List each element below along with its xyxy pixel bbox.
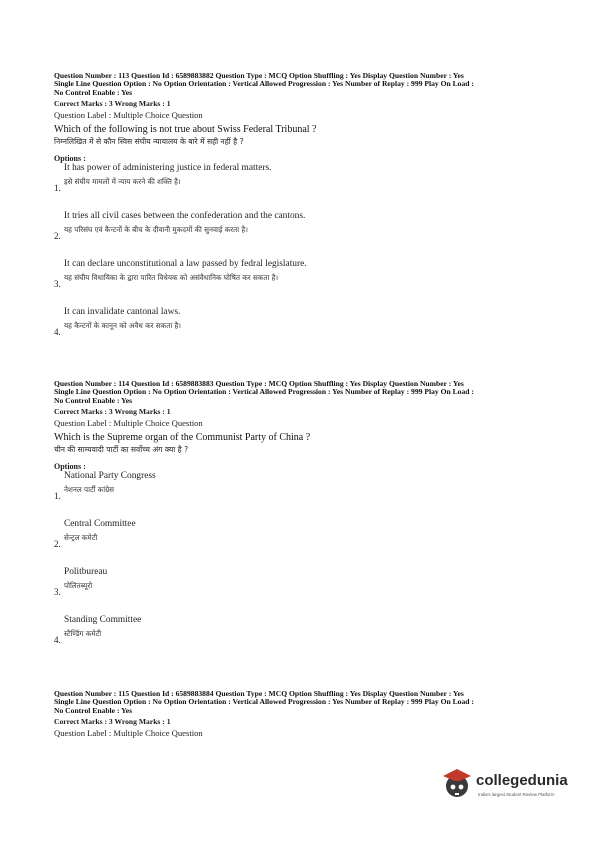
- option-number: 4.: [54, 327, 61, 338]
- option-3: [54, 259, 554, 307]
- option-number: 1.: [54, 491, 61, 502]
- collegedunia-logo: [440, 766, 568, 812]
- question-label: Question Label : Multiple Choice Question: [54, 418, 203, 429]
- option-3: [54, 567, 554, 615]
- question-text-en: Which of the following is not true about Swiss Federal Tribunal ?: [54, 124, 317, 136]
- option-text-en: It can declare unconstitutional a law passed by fedral legislature.: [64, 259, 307, 270]
- option-1: [54, 471, 554, 519]
- option-text-hi: इसे संघीय मामलों में न्याय करने की शक्ति है।: [64, 177, 181, 187]
- question-text-hi: चीन की साम्यवादी पार्टी का सर्वोच्च अंग क्या है ?: [54, 445, 189, 455]
- options-heading: Options :: [54, 462, 86, 472]
- option-2: [54, 211, 554, 259]
- option-number: 4.: [54, 635, 61, 646]
- option-text-hi: यह कैन्टनों के कानून को अवैध कर सकता है।: [64, 321, 182, 331]
- question-115: [54, 690, 554, 738]
- option-number: 2.: [54, 539, 61, 550]
- option-number: 3.: [54, 279, 61, 290]
- question-meta: Question Number : 115 Question Id : 6589883884 Question Type : MCQ Option Shuffling : Yes Display Question Number : Yes Single Line Question Option : No Option Orientation : Vertical Allowed Progression : Yes Number of Replay : 999 Play On Load : No Control Enable : Yes: [54, 689, 474, 715]
- question-text-en: Which is the Supreme organ of the Communist Party of China ?: [54, 432, 311, 444]
- option-4: [54, 615, 554, 663]
- option-text-en: Politbureau: [64, 567, 108, 578]
- option-text-en: Standing Committee: [64, 615, 142, 626]
- option-text-en: National Party Congress: [64, 471, 156, 482]
- question-meta: Question Number : 113 Question Id : 6589883882 Question Type : MCQ Option Shuffling : Yes Display Question Number : Yes Single Line Question Option : No Option Orientation : Vertical Allowed Progression : Yes Number of Replay : 999 Play On Load : No Control Enable : Yes: [54, 71, 474, 97]
- question-marks: Correct Marks : 3 Wrong Marks : 1: [54, 407, 171, 417]
- question-114: [54, 380, 554, 663]
- logo-tagline: India's largest Student Review Platform: [478, 792, 555, 797]
- question-label: Question Label : Multiple Choice Question: [54, 110, 203, 121]
- option-text-hi: यह परिसंघ एवं कैन्टनों के बीच के दीवानी मुकदमों की सुनवाई करता है।: [64, 225, 248, 235]
- option-text-hi: स्टैण्डिंग कमेटी: [64, 629, 102, 639]
- option-2: [54, 519, 554, 567]
- logo-wordmark: collegedunia: [476, 772, 568, 789]
- option-text-hi: पोलितब्यूरो: [64, 581, 93, 591]
- options-heading: Options :: [54, 154, 86, 164]
- question-113: [54, 72, 554, 355]
- option-4: [54, 307, 554, 355]
- question-meta: Question Number : 114 Question Id : 6589883883 Question Type : MCQ Option Shuffling : Yes Display Question Number : Yes Single Line Question Option : No Option Orientation : Vertical Allowed Progression : Yes Number of Replay : 999 Play On Load : No Control Enable : Yes: [54, 379, 474, 405]
- question-text-hi: निम्नलिखित में से कौन स्विस संघीय न्यायालय के बारे में सही नहीं है ?: [54, 137, 244, 147]
- question-marks: Correct Marks : 3 Wrong Marks : 1: [54, 717, 171, 727]
- option-text-en: Central Committee: [64, 519, 136, 530]
- option-text-hi: यह संघीय विधायिका के द्वारा पारित विधेयक को असंवैधानिक घोषित कर सकता है।: [64, 273, 279, 283]
- option-text-hi: नेशनल पार्टी कांग्रेस: [64, 485, 115, 495]
- option-text-en: It has power of administering justice in federal matters.: [64, 163, 272, 174]
- option-text-en: It can invalidate cantonal laws.: [64, 307, 181, 318]
- option-number: 3.: [54, 587, 61, 598]
- question-label: Question Label : Multiple Choice Question: [54, 728, 203, 739]
- option-1: [54, 163, 554, 211]
- option-text-en: It tries all civil cases between the confederation and the cantons.: [64, 211, 306, 222]
- graduate-icon: [440, 766, 474, 800]
- option-number: 1.: [54, 183, 61, 194]
- question-marks: Correct Marks : 3 Wrong Marks : 1: [54, 99, 171, 109]
- option-text-hi: सेन्ट्रल कमेटी: [64, 533, 98, 543]
- option-number: 2.: [54, 231, 61, 242]
